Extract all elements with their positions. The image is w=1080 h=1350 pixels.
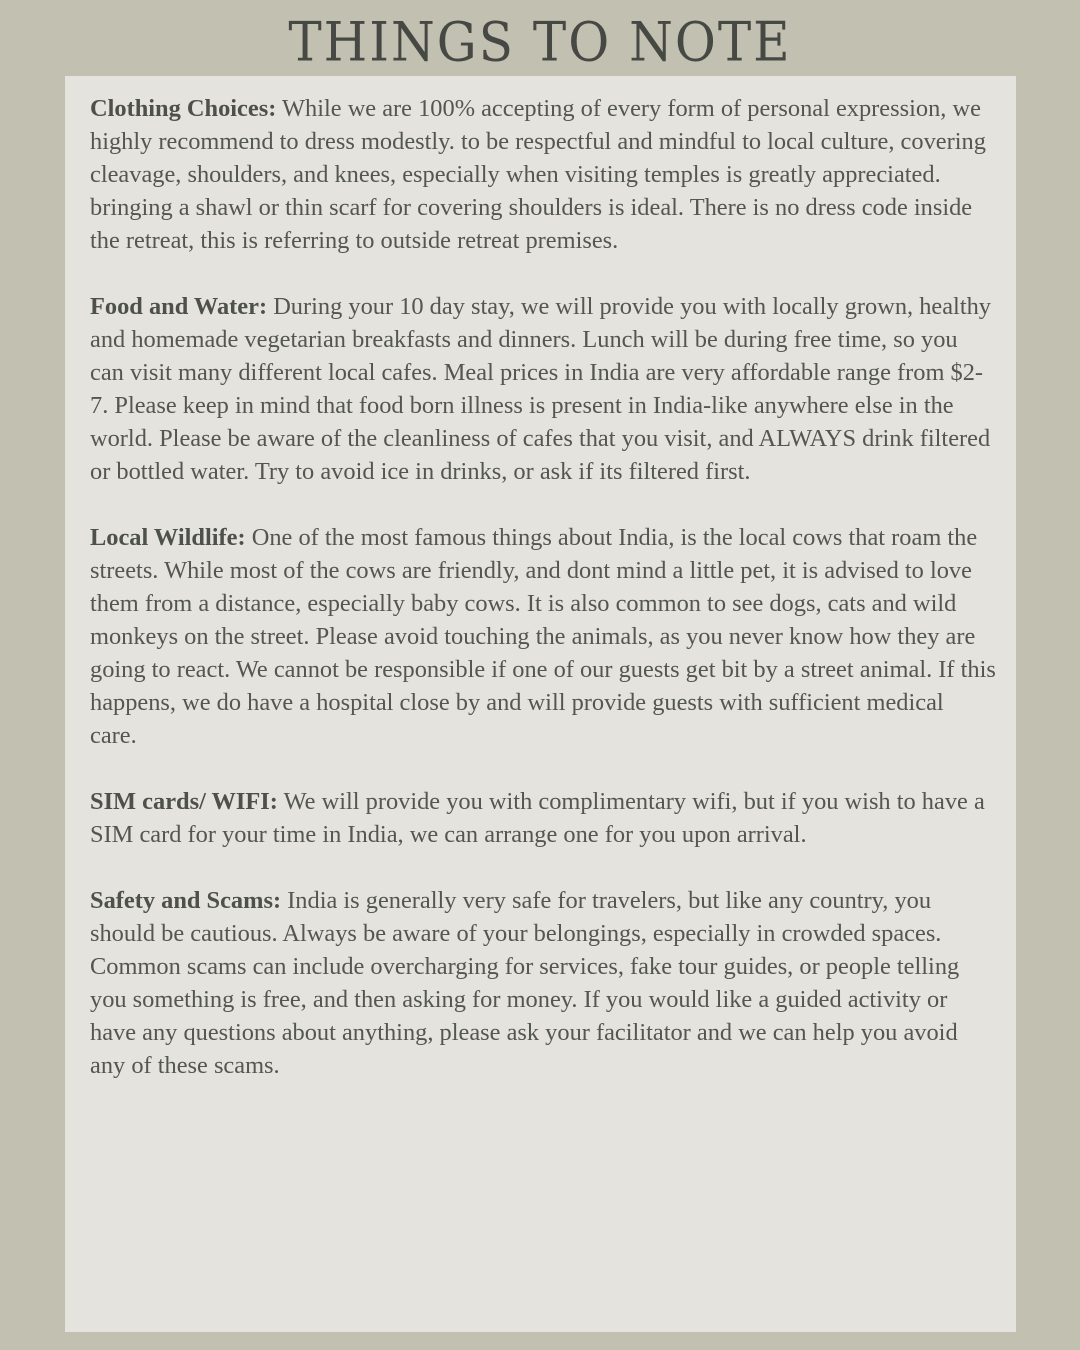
page-title: THINGS TO NOTE	[288, 10, 792, 74]
note-text: While we are 100% accepting of every form of personal expression, we highly recommend to dress modestly. to be respectful and mindful to local culture, covering cleavage, shoulders, and knees, especially when visiting temples is greatly appreciated. bringing a shawl or thin scarf for covering shoulders is ideal. There is no dress code inside the retreat, this is referring to outside retreat premises.	[90, 95, 986, 254]
note-sim-cards-wifi	[90, 785, 996, 851]
note-safety-and-scams	[90, 884, 996, 1082]
note-text: One of the most famous things about India, is the local cows that roam the streets. While most of the cows are friendly, and dont mind a little pet, it is advised to love them from a distance, especially baby cows. It is also common to see dogs, cats and wild monkeys on the street. Please avoid touching the animals, as you never know how they are going to react. We cannot be responsible if one of our guests get bit by a street animal. If this happens, we do have a hospital close by and will provide guests with sufficient medical care.	[90, 524, 996, 749]
notes-panel	[65, 76, 1016, 1332]
note-text: India is generally very safe for travelers, but like any country, you should be cautious. Always be aware of your belongings, especially in crowded spaces. Common scams can include overcharging for services, fake tour guides, or people telling you something is free, and then asking for money. If you would like a guided activity or have any questions about anything, please ask your facilitator and we can help you avoid any of these scams.	[90, 887, 960, 1079]
note-label: SIM cards/ WIFI:	[90, 788, 278, 815]
note-label: Food and Water:	[90, 293, 268, 320]
note-text: During your 10 day stay, we will provide you with locally grown, healthy and homemade vegetarian breakfasts and dinners. Lunch will be during free time, so you can visit many different local cafes. Meal prices in India are very affordable range from $2-7. Please keep in mind that food born illness is present in India-like anywhere else in the world. Please be aware of the cleanliness of cafes that you visit, and ALWAYS drink filtered or bottled water. Try to avoid ice in drinks, or ask if its filtered first.	[90, 293, 991, 485]
note-label: Local Wildlife:	[90, 524, 246, 551]
note-local-wildlife	[90, 521, 996, 752]
note-food-and-water	[90, 290, 996, 488]
note-label: Clothing Choices:	[90, 95, 277, 122]
note-text: We will provide you with complimentary wifi, but if you wish to have a SIM card for your time in India, we can arrange one for you upon arrival.	[90, 788, 985, 848]
note-clothing-choices	[90, 92, 996, 257]
note-label: Safety and Scams:	[90, 887, 282, 914]
